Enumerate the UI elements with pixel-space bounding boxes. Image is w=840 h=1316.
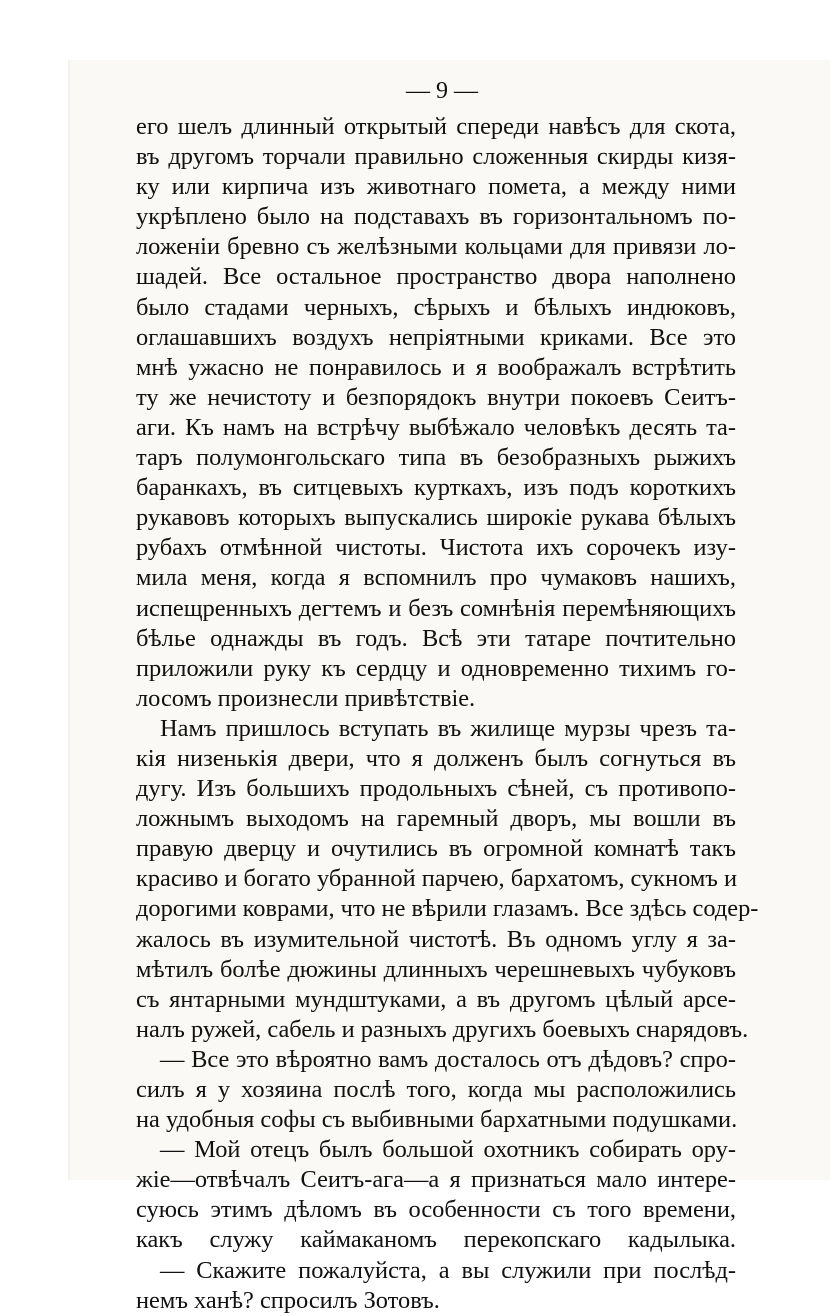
body-text [136, 112, 759, 1316]
text-line: немъ ханѣ? спросилъ Зотовъ. [136, 1286, 440, 1314]
text-line: кія низенькія двери, что я долженъ былъ согнуться въ [136, 744, 736, 772]
text-line: мила меня, когда я вспомнилъ про чумаковъ нашихъ, [136, 564, 736, 592]
text-line: было стадами черныхъ, сѣрыхъ и бѣлыхъ индюковъ, [136, 293, 736, 321]
text-line: ложнымъ выходомъ на гаремный дворъ, мы вошли въ [136, 805, 736, 833]
text-line: красиво и богато убранной парчею, бархатомъ, сукномъ и [136, 865, 738, 893]
text-line: ложеніи бревно съ желѣзными кольцами для привязи ло- [136, 233, 736, 261]
text-line: мнѣ ужасно не понравилось и я воображалъ встрѣтить [136, 353, 736, 381]
text-line: жіе—отвѣчалъ Сеитъ-ага—а я признаться мало интере- [136, 1166, 736, 1194]
text-line: Намъ пришлось вступать въ жилище мурзы чрезъ та- [160, 714, 736, 742]
text-line: рубахъ отмѣнной чистоты. Чистота ихъ сорочекъ изу- [136, 534, 736, 562]
text-line: таръ полумонгольскаго типа въ безобразныхъ рыжихъ [136, 444, 736, 472]
text-line: — Все это вѣроятно вамъ досталось отъ дѣдовъ? спро- [160, 1045, 736, 1073]
text-line: дорогими коврами, что не вѣрили глазамъ. Все здѣсь содер- [136, 895, 759, 923]
text-line: — Скажите пожалуйста, а вы служили при послѣд- [160, 1256, 736, 1284]
text-line: ту же нечистоту и безпорядокъ внутри покоевъ Сеитъ- [136, 383, 736, 411]
text-line: въ другомъ торчали правильно сложенныя скирды кизя- [136, 143, 736, 171]
text-line: жалось въ изумительной чистотѣ. Въ одномъ углу я за- [136, 925, 736, 953]
text-line: съ янтарными мундштуками, а въ другомъ цѣлый арсе- [136, 985, 736, 1013]
page-number-value: 9 [436, 78, 448, 104]
text-line: рукавовъ которыхъ выпускались широкіе рукава бѣлыхъ [136, 504, 736, 532]
text-line: бѣлье однажды въ годъ. Всѣ эти татаре почтительно [136, 624, 736, 652]
text-line: — Мой отецъ былъ большой охотникъ собирать ору- [160, 1136, 736, 1164]
text-line: силъ я у хозяина послѣ того, когда мы расположились [136, 1076, 736, 1103]
page-number: — 9 — [406, 78, 478, 104]
text-line: аги. Къ намъ на встрѣчу выбѣжало человѣкъ десять та- [136, 413, 736, 441]
text-line: приложили руку къ сердцу и одновременно тихимъ го- [136, 654, 736, 682]
text-line: какъ служу каймаканомъ перекопскаго кадылыка. [136, 1226, 736, 1254]
text-line: его шелъ длинный открытый спереди навѣсъ для скота, [136, 113, 736, 140]
text-line: ку или кирпича изъ животнаго помета, а между ними [136, 173, 736, 201]
text-line: оглашавшихъ воздухъ непріятными криками. Все это [136, 323, 736, 351]
text-line: на удобныя софы съ выбивными бархатными подушками. [136, 1106, 738, 1134]
text-line: лосомъ произнесли привѣтствіе. [136, 684, 476, 712]
text-line: правую дверцу и очутились въ огромной комнатѣ такъ [136, 835, 736, 863]
text-line: налъ ружей, сабель и разныхъ другихъ боевыхъ снарядовъ. [136, 1015, 749, 1043]
text-line: шадей. Все остальное пространство двора наполнено [136, 263, 736, 291]
text-line: мѣтилъ болѣе дюжины длинныхъ черешневыхъ чубуковъ [136, 955, 736, 983]
text-line: испещренныхъ дегтемъ и безъ сомнѣнія перемѣняющихъ [136, 594, 736, 622]
text-line: баранкахъ, въ ситцевыхъ курткахъ, изъ подъ короткихъ [136, 474, 736, 502]
text-line: суюсь этимъ дѣломъ въ особенности съ того времени, [136, 1196, 736, 1224]
text-line: дугу. Изъ большихъ продольныхъ сѣней, съ противопо- [136, 775, 736, 803]
text-line: укрѣплено было на подставахъ въ горизонтальномъ по- [136, 203, 736, 231]
